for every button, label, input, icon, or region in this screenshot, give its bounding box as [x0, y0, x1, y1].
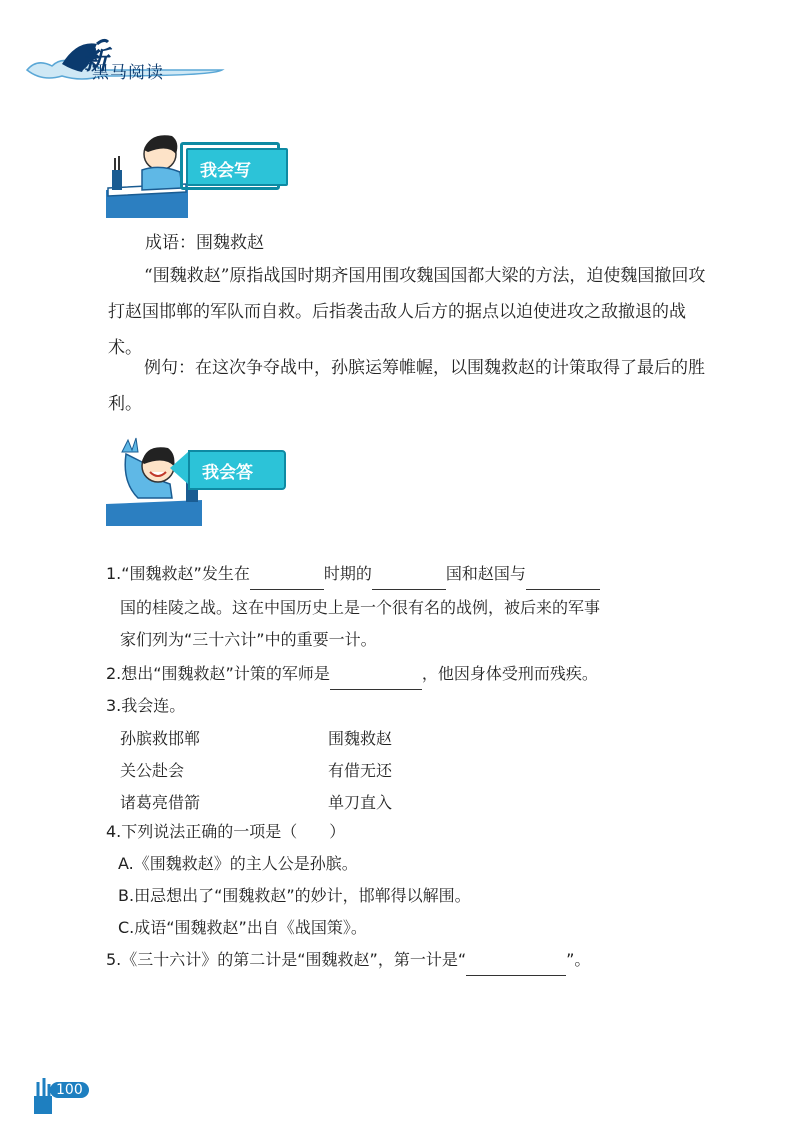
blank-state[interactable] — [372, 569, 446, 590]
idiom-example: 例句：在这次争夺战中，孙膑运筹帷幄，以围魏救赵的计策取得了最后的胜利。 — [108, 358, 705, 414]
idiom-explanation: “围魏救赵”原指战国时期齐国用围攻魏国国都大梁的方法，迫使魏国撤回攻打赵国邯郸的军队而自救。后指袭击敌人后方的据点以迫使进攻之敌撤退的战术。 — [108, 266, 706, 358]
match-right-1[interactable]: 围魏救赵 — [328, 729, 393, 748]
blank-strategist[interactable] — [330, 669, 422, 690]
question-1-line3: 家们列为“三十六计”中的重要一计。 — [120, 630, 377, 649]
blank-first-stratagem[interactable] — [466, 955, 566, 976]
question-1-line1: 1.“围魏救赵”发生在 时期的 国和赵国与 — [106, 558, 706, 590]
match-right-2[interactable]: 有借无还 — [328, 761, 393, 780]
logo-title: 黑马阅读 — [92, 63, 164, 83]
match-left-1[interactable]: 孙膑救邯郸 — [120, 729, 201, 748]
question-3: 3.我会连。 — [106, 696, 186, 715]
section-title-answer: 我会答 — [188, 450, 286, 490]
match-left-3[interactable]: 诸葛亮借箭 — [120, 793, 201, 812]
writing-student-icon — [102, 128, 192, 220]
blank-opponent[interactable] — [526, 569, 600, 590]
idiom-title: 成语：围魏救赵 — [145, 233, 264, 253]
badge-pointer — [170, 452, 188, 484]
option-a[interactable]: A.《围魏救赵》的主人公是孙膑。 — [118, 854, 358, 873]
question-2: 2.想出“围魏救赵”计策的军师是 ，他因身体受刑而残疾。 — [106, 658, 598, 690]
match-right-3[interactable]: 单刀直入 — [328, 793, 393, 812]
option-b[interactable]: B.田忌想出了“围魏救赵”的妙计，邯郸得以解围。 — [118, 886, 471, 905]
option-c[interactable]: C.成语“围魏救赵”出自《战国策》。 — [118, 918, 367, 937]
match-left-2[interactable]: 关公赴会 — [120, 761, 185, 780]
blank-period[interactable] — [250, 569, 324, 590]
logo-char: 新 — [82, 46, 109, 76]
question-4[interactable]: 4.下列说法正确的一项是（ ） — [106, 822, 346, 841]
question-5: 5.《三十六计》的第二计是“围魏救赵”，第一计是“ ”。 — [106, 944, 590, 976]
section-title-write: 我会写 — [186, 148, 288, 186]
question-1-line2: 国的桂陵之战。这在中国历史上是一个很有名的战例，被后来的军事 — [120, 598, 601, 617]
page-number: 100 — [50, 1082, 89, 1098]
